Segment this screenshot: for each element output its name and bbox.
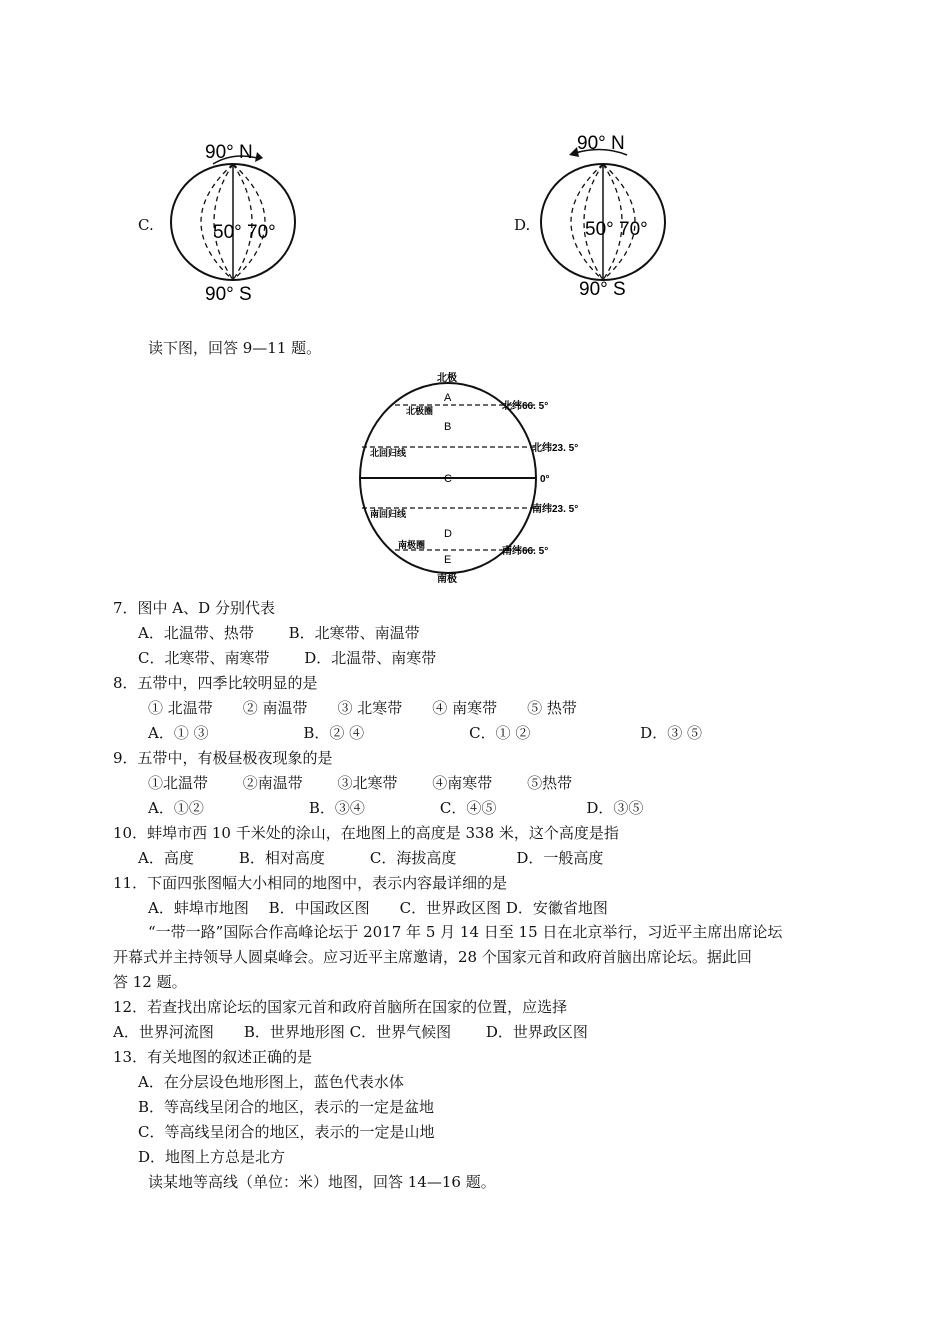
svg-text:南纬66. 5°: 南纬66. 5° xyxy=(502,546,549,557)
q13-option-b: B．等高线呈闭合的地区，表示的一定是盆地 xyxy=(138,1098,435,1116)
passage-line-3: 答 12 题。 xyxy=(113,973,187,991)
svg-text:北纬66. 5°: 北纬66. 5° xyxy=(502,401,549,412)
svg-text:南纬23. 5°: 南纬23. 5° xyxy=(532,504,579,515)
q10-stem: 10．蚌埠市西 10 千米处的涂山，在地图上的高度是 338 米，这个高度是指 xyxy=(113,824,619,842)
svg-text:北纬23. 5°: 北纬23. 5° xyxy=(532,443,579,454)
globe-c-mid-label: 50° 70° xyxy=(213,222,276,243)
q11-stem: 11．下面四张图幅大小相同的地图中，表示内容最详细的是 xyxy=(113,874,508,892)
globe-d-mid-label: 50° 70° xyxy=(585,219,648,240)
q13-option-d: D．地图上方总是北方 xyxy=(138,1148,286,1166)
temperature-zones-diagram xyxy=(340,368,610,588)
svg-text:B: B xyxy=(444,421,452,433)
q12-stem: 12．若查找出席论坛的国家元首和政府首脑所在国家的位置，应选择 xyxy=(113,998,568,1016)
globe-c-top-label: 90° N xyxy=(205,142,253,163)
q7-options-1: A．北温带、热带 B．北寒带、南温带 xyxy=(138,624,420,642)
q10-options: A．高度 B．相对高度 C．海拔高度 D．一般高度 xyxy=(138,849,604,867)
svg-text:0°: 0° xyxy=(540,474,550,485)
globe-d-bottom-label: 90° S xyxy=(579,279,626,300)
q8-options: A．① ③ B．② ④ C．① ② D．③ ⑤ xyxy=(148,724,702,742)
q7-stem: 7．图中 A、D 分别代表 xyxy=(113,599,275,617)
svg-text:北极圈: 北极圈 xyxy=(406,406,434,416)
q9-options: A．①② B．③④ C．④⑤ D．③⑤ xyxy=(148,799,644,817)
q13-option-c: C．等高线呈闭合的地区，表示的一定是山地 xyxy=(138,1123,435,1141)
svg-text:A: A xyxy=(444,392,452,404)
q7-options-2: C．北寒带、南寒带 D．北温带、南寒带 xyxy=(138,649,437,667)
q13-option-a: A．在分层设色地形图上，蓝色代表水体 xyxy=(138,1073,404,1091)
q9-stem: 9．五带中，有极昼极夜现象的是 xyxy=(113,749,333,767)
q11-options: A．蚌埠市地图 B．中国政区图 C．世界政区图 D．安徽省地图 xyxy=(148,899,608,917)
svg-text:南回归线: 南回归线 xyxy=(370,509,407,519)
svg-text:南极: 南极 xyxy=(437,574,457,585)
option-c-label: C. xyxy=(138,216,154,234)
passage-line-1: “一带一路”国际合作高峰论坛于 2017 年 5 月 14 日至 15 日在北京举行，习近平主席出席论坛 xyxy=(148,923,783,941)
svg-text:E: E xyxy=(444,554,452,566)
q8-items: ① 北温带 ② 南温带 ③ 北寒带 ④ 南寒带 ⑤ 热带 xyxy=(148,699,577,717)
svg-text:D: D xyxy=(444,528,452,540)
intro-9-11: 读下图，回答 9—11 题。 xyxy=(148,339,322,357)
svg-text:北极: 北极 xyxy=(437,373,457,384)
globe-diagram-d xyxy=(535,125,675,300)
globe-diagram-c xyxy=(165,130,305,305)
svg-text:北回归线: 北回归线 xyxy=(370,448,407,458)
q8-stem: 8．五带中，四季比较明显的是 xyxy=(113,674,318,692)
q9-items: ①北温带 ②南温带 ③北寒带 ④南寒带 ⑤热带 xyxy=(148,774,573,792)
option-d-label: D. xyxy=(514,216,531,234)
q12-options: A．世界河流图 B．世界地形图 C．世界气候图 D．世界政区图 xyxy=(113,1023,588,1041)
svg-text:C: C xyxy=(444,473,452,485)
q13-stem: 13．有关地图的叙述正确的是 xyxy=(113,1048,313,1066)
intro-14-16: 读某地等高线（单位：米）地图，回答 14—16 题。 xyxy=(148,1173,496,1191)
svg-text:南极圈: 南极圈 xyxy=(398,540,426,550)
passage-line-2: 开幕式并主持领导人圆桌峰会。应习近平主席邀请，28 个国家元首和政府首脑出席论坛。据此回 xyxy=(113,948,752,966)
globe-c-bottom-label: 90° S xyxy=(205,284,252,305)
globe-d-top-label: 90° N xyxy=(577,133,625,154)
